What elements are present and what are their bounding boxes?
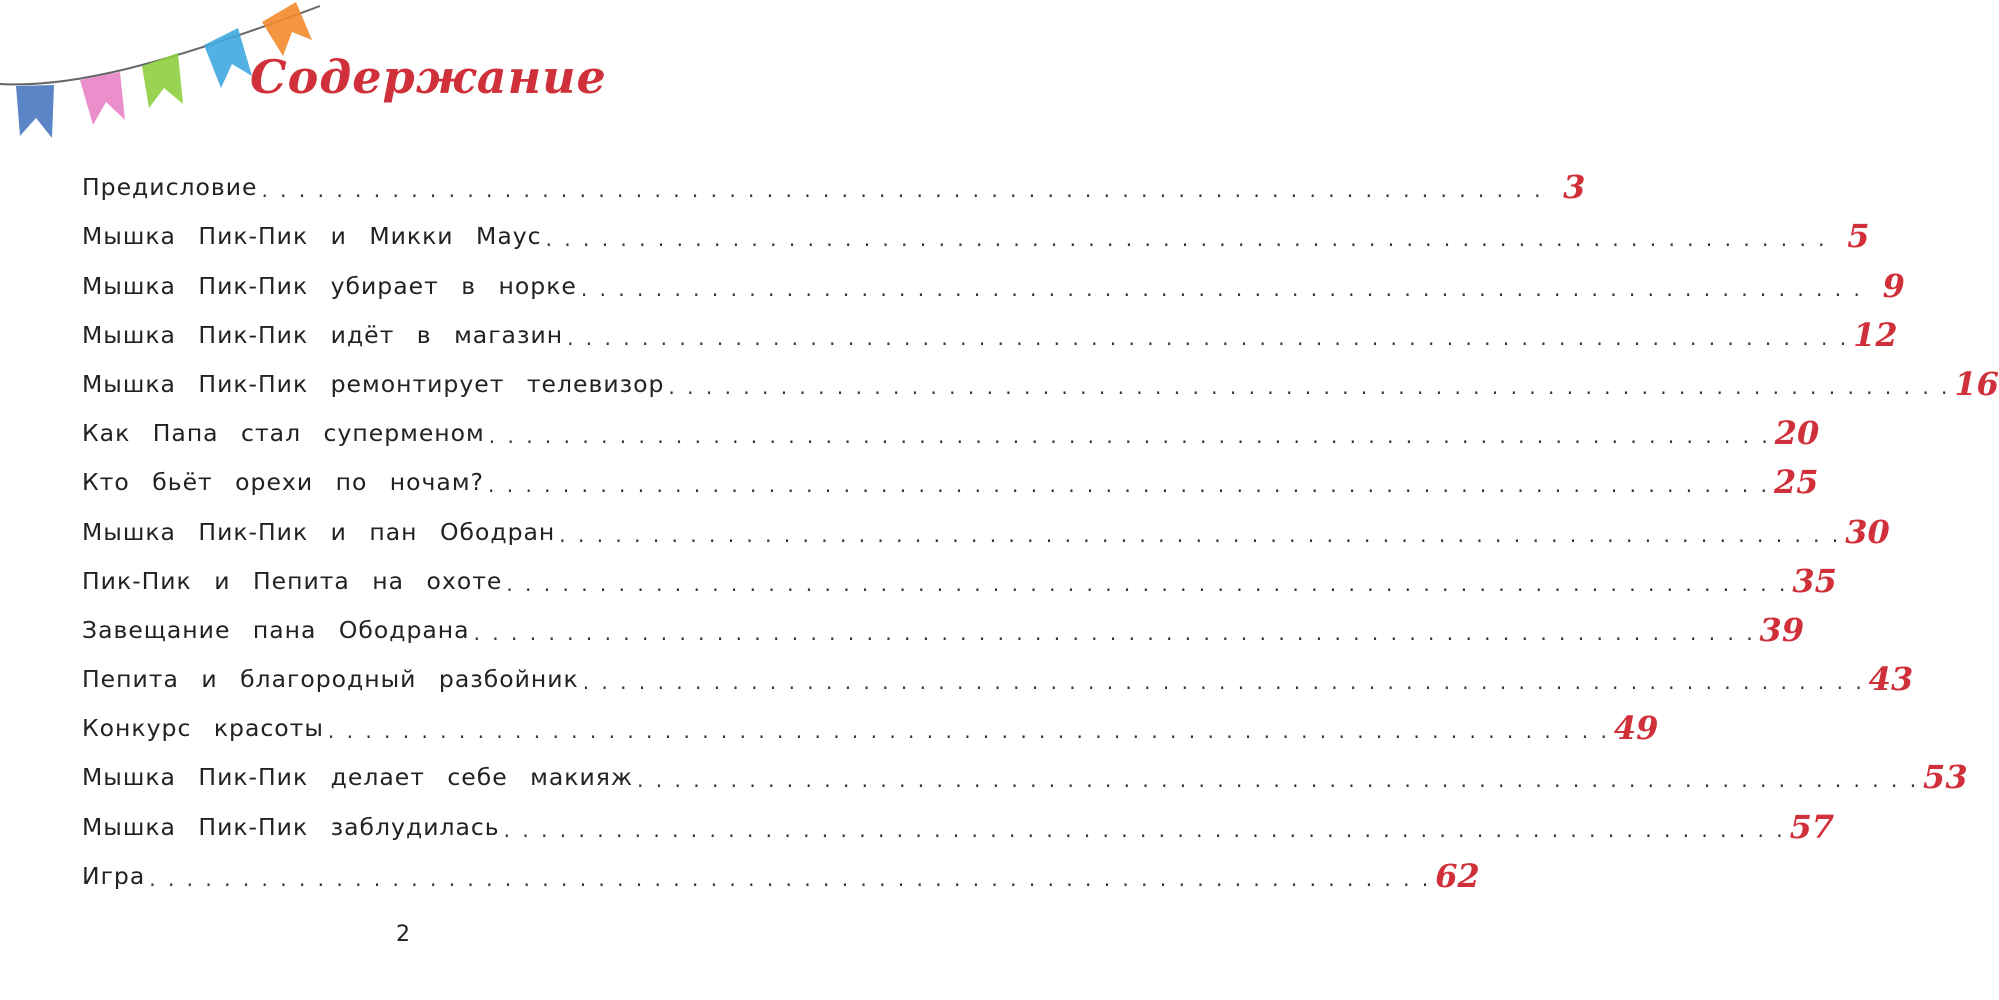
toc-entry-page: 5 — [1847, 217, 1870, 256]
dot-leader: . . . . . . . . . . . . . . . . . . . . . . . . . . . . . . . . . . . . . . . . . . . . . . . . . . . . . . . . . . . . . . . . . . . . . — [503, 817, 1786, 842]
dot-leader: . . . . . . . . . . . . . . . . . . . . . . . . . . . . . . . . . . . . . . . . . . . . . . . . . . . . . . . . . . . . . . . . . . . . . — [488, 473, 1770, 498]
toc-entry-title: Мышка Пик-Пик и пан Ободран — [82, 517, 556, 546]
table-of-contents — [82, 163, 1999, 901]
toc-entry-title: Пик-Пик и Пепита на охоте — [82, 566, 503, 595]
page-title: Содержание — [250, 50, 607, 104]
toc-entry-title: Мышка Пик-Пик и Микки Маус — [82, 222, 542, 251]
toc-entry-page: 57 — [1789, 807, 1835, 846]
toc-entry[interactable] — [82, 852, 1480, 901]
toc-entry-title: Мышка Пик-Пик заблудилась — [82, 812, 500, 841]
toc-entry-page: 43 — [1868, 660, 1914, 699]
flag-green — [142, 53, 183, 108]
dot-leader: . . . . . . . . . . . . . . . . . . . . . . . . . . . . . . . . . . . . . . . . . . . . . . . . . . . . . . . . . . . . . . . . . . . . . — [473, 620, 1756, 645]
toc-entry-page: 12 — [1853, 315, 1898, 354]
dot-leader: . . . . . . . . . . . . . . . . . . . . . . . . . . . . . . . . . . . . . . . . . . . . . . . . . . . . . . . . . . . . . . . . . . . . . — [580, 276, 1863, 301]
toc-entry[interactable] — [82, 360, 1999, 409]
toc-entry-page: 3 — [1563, 168, 1586, 207]
dot-leader: . . . . . . . . . . . . . . . . . . . . . . . . . . . . . . . . . . . . . . . . . . . . . . . . . . . . . . . . . . . . . . . . . . . . . — [567, 325, 1850, 350]
toc-entry-page: 16 — [1954, 364, 1999, 403]
toc-entry[interactable] — [82, 655, 1914, 704]
flag-blue — [16, 85, 54, 138]
dot-leader: . . . . . . . . . . . . . . . . . . . . . . . . . . . . . . . . . . . . . . . . . . . . . . . . . . . . . . . . . . . . . . . . . . . . . — [506, 571, 1789, 596]
toc-entry-page: 35 — [1792, 561, 1837, 600]
dot-leader: . . . . . . . . . . . . . . . . . . . . . . . . . . . . . . . . . . . . . . . . . . . . . . . . . . . . . . . . . . . . . . . . . . . . . — [668, 374, 1951, 399]
toc-entry[interactable] — [82, 163, 1586, 212]
toc-entry[interactable] — [82, 753, 1968, 802]
toc-entry-page: 20 — [1774, 414, 1820, 453]
toc-entry[interactable] — [82, 458, 1819, 507]
toc-entry-title: Игра — [82, 861, 146, 890]
dot-leader: . . . . . . . . . . . . . . . . . . . . . . . . . . . . . . . . . . . . . . . . . . . . . . . . . . . . . . . . . . . . . . . . . . . . . — [488, 424, 1771, 449]
dot-leader: . . . . . . . . . . . . . . . . . . . . . . . . . . . . . . . . . . . . . . . . . . . . . . . . . . . . . . . . . . . . . . . . . . . . . — [559, 522, 1842, 547]
toc-entry-title: Мышка Пик-Пик убирает в норке — [82, 271, 577, 300]
toc-entry[interactable] — [82, 409, 1820, 458]
toc-entry-page: 53 — [1923, 758, 1968, 797]
flag-pink — [80, 72, 125, 125]
toc-entry-page: 9 — [1882, 266, 1905, 305]
dot-leader: . . . . . . . . . . . . . . . . . . . . . . . . . . . . . . . . . . . . . . . . . . . . . . . . . . . . . . . . . . . . . . . . . . . . . — [637, 768, 1920, 793]
dot-leader: . . . . . . . . . . . . . . . . . . . . . . . . . . . . . . . . . . . . . . . . . . . . . . . . . . . . . . . . . . . . . . . . . . . . . — [261, 178, 1544, 203]
flag-orange — [262, 2, 312, 56]
dot-leader: . . . . . . . . . . . . . . . . . . . . . . . . . . . . . . . . . . . . . . . . . . . . . . . . . . . . . . . . . . . . . . . . . . . . . — [149, 866, 1432, 891]
dot-leader: . . . . . . . . . . . . . . . . . . . . . . . . . . . . . . . . . . . . . . . . . . . . . . . . . . . . . . . . . . . . . . . . . . . . . — [545, 227, 1828, 252]
toc-entry-title: Мышка Пик-Пик делает себе макияж — [82, 763, 634, 792]
toc-entry[interactable] — [82, 802, 1835, 851]
toc-entry-page: 30 — [1845, 512, 1890, 551]
toc-entry-title: Пепита и благородный разбойник — [82, 665, 579, 694]
toc-entry[interactable] — [82, 212, 1870, 261]
toc-entry-title: Мышка Пик-Пик идёт в магазин — [82, 320, 564, 349]
toc-entry-title: Предисловие — [82, 173, 258, 202]
toc-entry-page: 62 — [1435, 856, 1480, 895]
toc-entry-page: 49 — [1613, 709, 1659, 748]
toc-entry-title: Мышка Пик-Пик ремонтирует телевизор — [82, 369, 665, 398]
dot-leader: . . . . . . . . . . . . . . . . . . . . . . . . . . . . . . . . . . . . . . . . . . . . . . . . . . . . . . . . . . . . . . . . . . . . . — [582, 670, 1865, 695]
toc-entry-page: 25 — [1774, 463, 1819, 502]
page-number: 2 — [396, 922, 410, 947]
toc-entry[interactable] — [82, 261, 1905, 310]
toc-entry[interactable] — [82, 311, 1898, 360]
flag-cyan — [204, 28, 252, 88]
toc-entry-title: Завещание пана Ободрана — [82, 615, 470, 644]
toc-entry-title: Конкурс красоты — [82, 714, 324, 743]
toc-entry[interactable] — [82, 557, 1837, 606]
dot-leader: . . . . . . . . . . . . . . . . . . . . . . . . . . . . . . . . . . . . . . . . . . . . . . . . . . . . . . . . . . . . . . . . . . . . . — [327, 719, 1610, 744]
toc-entry-title: Как Папа стал суперменом — [82, 419, 485, 448]
toc-entry-title: Кто бьёт орехи по ночам? — [82, 468, 485, 497]
toc-entry[interactable] — [82, 507, 1890, 556]
toc-entry[interactable] — [82, 606, 1805, 655]
toc-entry[interactable] — [82, 704, 1659, 753]
toc-entry-page: 39 — [1759, 610, 1805, 649]
